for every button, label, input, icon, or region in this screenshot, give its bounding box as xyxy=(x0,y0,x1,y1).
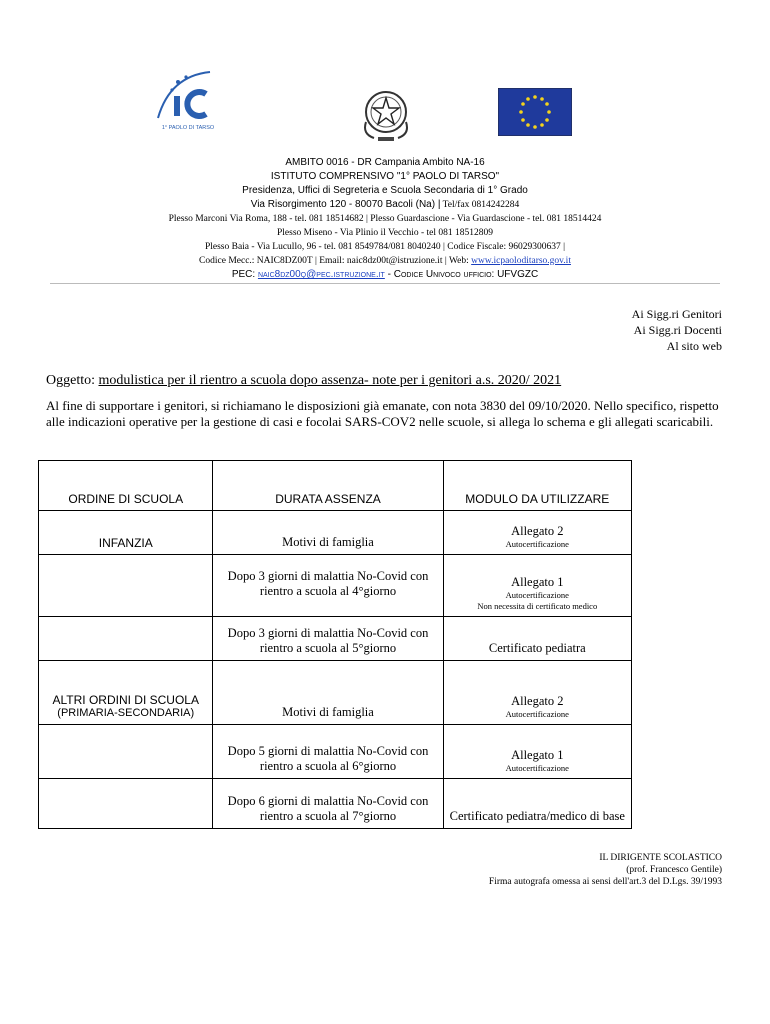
cell-durata: Dopo 6 giorni di malattia No-Covid con rientro a scuola al 7°giorno xyxy=(213,779,443,829)
letterhead-plessi-3: Plesso Baia - Via Lucullo, 96 - tel. 081 8549784/081 8040240 | Codice Fiscale: 96029300637 | xyxy=(204,242,566,252)
cell-ordine: ALTRI ORDINI DI SCUOLA (PRIMARIA-SECONDARIA) xyxy=(39,661,213,725)
signature-note: Firma autografa omessa ai sensi dell'art.3 del D.Lgs. 39/1993 xyxy=(488,877,722,887)
header-modulo: MODULO DA UTILIZZARE xyxy=(443,461,631,511)
signature-title: IL DIRIGENTE SCOLASTICO xyxy=(599,853,722,863)
letterhead-plessi-2: Plesso Miseno - Via Plinio il Vecchio - tel 081 18512809 xyxy=(277,228,493,238)
cell-modulo: Allegato 1 Autocertificazione xyxy=(443,725,631,779)
header-divider xyxy=(50,283,720,284)
cell-ordine: INFANZIA xyxy=(39,511,213,555)
table-row xyxy=(39,617,632,661)
recipient-sito: Al sito web xyxy=(666,339,722,353)
signature-name: (prof. Francesco Gentile) xyxy=(626,865,722,875)
letterhead-address: Via Risorgimento 120 - 80070 Bacoli (Na) | Tel/fax 0814242284 xyxy=(250,199,520,210)
cell-durata: Motivi di famiglia xyxy=(213,661,443,725)
header-durata: DURATA ASSENZA xyxy=(213,461,443,511)
cell-modulo: Allegato 1 Autocertificazione Non necessita di certificato medico xyxy=(443,555,631,617)
subject-line xyxy=(46,372,561,390)
recipients xyxy=(632,306,722,354)
cell-ordine-empty xyxy=(39,617,213,661)
cell-ordine-empty xyxy=(39,555,213,617)
table-row xyxy=(39,511,632,555)
table-row xyxy=(39,725,632,779)
cell-durata: Dopo 3 giorni di malattia No-Covid con rientro a scuola al 4°giorno xyxy=(213,555,443,617)
subject-label: Oggetto: xyxy=(46,373,99,388)
cell-modulo: Allegato 2 Autocertificazione xyxy=(443,511,631,555)
eu-flag-icon xyxy=(498,88,572,136)
website-link[interactable]: www.icpaoloditarso.gov.it xyxy=(471,256,571,266)
cell-durata: Dopo 5 giorni di malattia No-Covid con rientro a scuola al 6°giorno xyxy=(213,725,443,779)
modules-table xyxy=(38,460,632,829)
table-row xyxy=(39,555,632,617)
cell-modulo: Certificato pediatra xyxy=(443,617,631,661)
school-logo xyxy=(150,66,226,136)
subject-text: modulistica per il rientro a scuola dopo assenza- note per i genitori a.s. 2020/ 2021 xyxy=(98,373,562,388)
letterhead-plessi-1: Plesso Marconi Via Roma, 188 - tel. 081 18514682 | Plesso Guardascione - Via Guardascione - tel. 081 18514424 xyxy=(168,214,602,224)
cell-ordine-empty xyxy=(39,779,213,829)
letterhead-ambito: AMBITO 0016 - DR Campania Ambito NA-16 xyxy=(285,157,485,168)
signature-block xyxy=(489,852,722,888)
letterhead-school-name: ISTITUTO COMPRENSIVO "1° PAOLO DI TARSO" xyxy=(270,171,500,182)
cell-durata: Motivi di famiglia xyxy=(213,511,443,555)
cell-ordine-empty xyxy=(39,725,213,779)
cell-modulo: Allegato 2 Autocertificazione xyxy=(443,661,631,725)
recipient-docenti: Ai Sigg.ri Docenti xyxy=(633,323,722,337)
republic-emblem-icon xyxy=(358,84,414,144)
table-row xyxy=(39,661,632,725)
school-logo-text: 1° PAOLO DI TARSO xyxy=(161,125,215,131)
cell-modulo: Certificato pediatra/medico di base xyxy=(443,779,631,829)
letterhead-pec: PEC: naic8dz00q@pec.istruzione.it - Codice Univoco ufficio: UFVGZC xyxy=(231,269,539,280)
recipient-genitori: Ai Sigg.ri Genitori xyxy=(631,307,722,321)
pec-email-link[interactable]: naic8dz00q@pec.istruzione.it xyxy=(257,269,385,280)
header-ordine: ORDINE DI SCUOLA xyxy=(39,461,213,511)
cell-durata: Dopo 3 giorni di malattia No-Covid con rientro a scuola al 5°giorno xyxy=(213,617,443,661)
letterhead xyxy=(0,156,770,282)
table-header-row xyxy=(39,461,632,511)
letterhead-offices: Presidenza, Uffici di Segreteria e Scuola Secondaria di 1° Grado xyxy=(242,185,528,196)
table-row xyxy=(39,779,632,829)
body-paragraph: Al fine di supportare i genitori, si richiamano le disposizioni già emanate, con nota 3830 del 09/10/2020. Nello specifico, rispetto alle indicazioni operative per la gestione di casi e focolai SARS-COV2 nelle scuole, si allega lo schema e gli allegati scaricabili. xyxy=(46,398,719,429)
letterhead-contacts: Codice Mecc.: NAIC8DZ00T | Email: naic8dz00t@istruzione.it | Web: www.icpaoloditarso.gov.it xyxy=(199,256,571,266)
